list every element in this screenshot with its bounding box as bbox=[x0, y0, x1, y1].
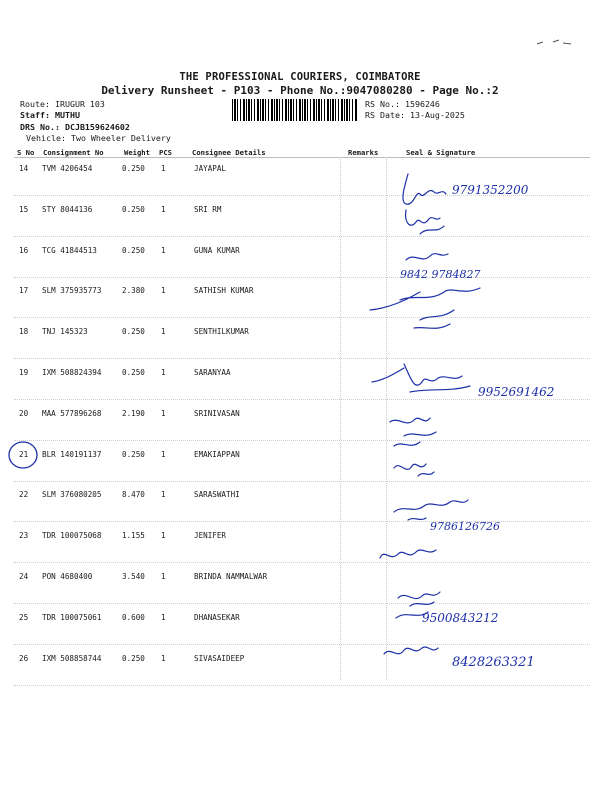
row-consignment-no: PON 4680400 bbox=[42, 572, 93, 581]
row-pcs: 1 bbox=[161, 164, 166, 173]
col-consignee: Consignee Details bbox=[192, 148, 266, 157]
col-consignment: Consignment No bbox=[43, 148, 104, 157]
col-remarks: Remarks bbox=[348, 148, 379, 157]
row-sno: 21 bbox=[19, 449, 29, 459]
handwritten-phone-16: 9842 9784827 bbox=[400, 268, 481, 281]
row-pcs: 1 bbox=[161, 286, 166, 296]
row-consignee: SATHISH KUMAR bbox=[194, 286, 254, 296]
rs-date: RS Date: 13-Aug-2025 bbox=[365, 110, 465, 120]
row-sno: 23 bbox=[19, 531, 29, 541]
handwritten-phone-25: 9500843212 bbox=[422, 611, 499, 625]
row-consignment-no: STY 8044136 bbox=[42, 204, 93, 214]
company-title: THE PROFESSIONAL COURIERS, COIMBATORE bbox=[179, 71, 421, 83]
barcode bbox=[232, 99, 358, 121]
row-consignee: SIVASAIDEEP bbox=[194, 653, 245, 663]
row-sno: 16 bbox=[19, 245, 29, 255]
row-weight: 0.250 bbox=[122, 449, 145, 459]
row-consignee: SRI RM bbox=[194, 204, 222, 214]
col-pcs: PCS bbox=[159, 148, 172, 157]
row-weight: 3.540 bbox=[122, 572, 145, 581]
row-consignee: JENIFER bbox=[194, 531, 227, 541]
rs-number: RS No.: 1596246 bbox=[365, 99, 440, 109]
row-sno: 24 bbox=[19, 572, 29, 581]
signature-22 bbox=[394, 500, 468, 520]
signature-19 bbox=[372, 364, 470, 392]
row-consignment-no: BLR 140191137 bbox=[42, 449, 102, 459]
route-info: Route: IRUGUR 103 bbox=[20, 99, 105, 109]
row-consignee: EMAKIAPPAN bbox=[194, 449, 240, 459]
row-pcs: 1 bbox=[161, 327, 166, 337]
runsheet-subtitle: Delivery Runsheet - P103 - Phone No.:9047080280 - Page No.:2 bbox=[101, 84, 499, 97]
row-pcs: 1 bbox=[161, 531, 166, 541]
row-sno: 14 bbox=[19, 164, 29, 173]
col-sno: S No bbox=[17, 148, 35, 157]
row-weight: 0.600 bbox=[122, 612, 145, 622]
row-divider bbox=[14, 685, 590, 686]
handwritten-phone-19: 9952691462 bbox=[478, 385, 555, 399]
row-consignee: BRINDA NAMMALWAR bbox=[194, 572, 268, 581]
row-pcs: 1 bbox=[161, 490, 166, 500]
row-consignment-no: TVM 4206454 bbox=[42, 164, 93, 173]
row-consignment-no: TDR 100075068 bbox=[42, 531, 102, 541]
row-weight: 0.250 bbox=[122, 368, 145, 377]
row-weight: 0.250 bbox=[122, 327, 145, 337]
row-weight: 0.250 bbox=[122, 164, 145, 173]
corner-mark bbox=[535, 36, 575, 48]
row-weight: 2.190 bbox=[122, 408, 145, 418]
row-consignment-no: TNJ 145323 bbox=[42, 327, 88, 337]
row-pcs: 1 bbox=[161, 408, 166, 418]
row-consignment-no: SLM 376080205 bbox=[42, 490, 102, 500]
row-sno: 20 bbox=[19, 408, 29, 418]
row-pcs: 1 bbox=[161, 572, 166, 581]
row21-circle-mark bbox=[6, 438, 40, 472]
row-sno: 17 bbox=[19, 286, 29, 296]
row-pcs: 1 bbox=[161, 368, 166, 377]
row-sno: 19 bbox=[19, 368, 29, 377]
signature-17-18 bbox=[370, 288, 480, 328]
row-sno: 18 bbox=[19, 327, 29, 337]
handwritten-phone-26: 8428263321 bbox=[452, 655, 535, 670]
row-pcs: 1 bbox=[161, 449, 166, 459]
col-seal-signature: Seal & Signature bbox=[406, 148, 476, 157]
row-weight: 1.155 bbox=[122, 531, 145, 541]
row-consignee: SRINIVASAN bbox=[194, 408, 240, 418]
row-pcs: 1 bbox=[161, 653, 166, 663]
row-consignment-no: IXM 508858744 bbox=[42, 653, 102, 663]
signature-26 bbox=[384, 647, 438, 654]
row-consignee: SARANYAA bbox=[194, 368, 231, 377]
signatures-layer bbox=[370, 160, 590, 680]
handwritten-phone-14: 9791352200 bbox=[452, 183, 529, 197]
vehicle-info: Vehicle: Two Wheeler Delivery bbox=[26, 133, 171, 143]
signature-20 bbox=[390, 418, 436, 446]
row-consignment-no: MAA 577896268 bbox=[42, 408, 102, 418]
row-weight: 2.380 bbox=[122, 286, 145, 296]
row-consignment-no: TCG 41844513 bbox=[42, 245, 97, 255]
row-consignment-no: IXM 508824394 bbox=[42, 368, 102, 377]
signature-23 bbox=[380, 550, 436, 558]
row-weight: 8.470 bbox=[122, 490, 145, 500]
row-pcs: 1 bbox=[161, 204, 166, 214]
row-pcs: 1 bbox=[161, 245, 166, 255]
signature-15 bbox=[406, 210, 444, 234]
row-weight: 0.250 bbox=[122, 653, 145, 663]
col-weight: Weight bbox=[124, 148, 150, 157]
handwritten-phone-22: 9786126726 bbox=[430, 520, 500, 533]
signature-14 bbox=[403, 174, 446, 204]
row-weight: 0.250 bbox=[122, 204, 145, 214]
row-sno: 26 bbox=[19, 653, 29, 663]
staff-info: Staff: MUTHU bbox=[20, 110, 80, 120]
signature-21 bbox=[394, 464, 434, 476]
row-sno: 25 bbox=[19, 612, 29, 622]
row-consignee: DHANASEKAR bbox=[194, 612, 240, 622]
row-consignee: SARASWATHI bbox=[194, 490, 240, 500]
row-consignee: JAYAPAL bbox=[194, 164, 227, 173]
row-consignment-no: SLM 375935773 bbox=[42, 286, 102, 296]
row-consignee: GUNA KUMAR bbox=[194, 245, 240, 255]
row-consignee: SENTHILKUMAR bbox=[194, 327, 249, 337]
signature-16 bbox=[406, 254, 448, 260]
row-pcs: 1 bbox=[161, 612, 166, 622]
row-consignment-no: TDR 100075061 bbox=[42, 612, 102, 622]
row-sno: 22 bbox=[19, 490, 29, 500]
drs-number: DRS No.: DCJB159624602 bbox=[20, 122, 130, 132]
row-sno: 15 bbox=[19, 204, 29, 214]
header-rule bbox=[14, 157, 590, 158]
row-weight: 0.250 bbox=[122, 245, 145, 255]
